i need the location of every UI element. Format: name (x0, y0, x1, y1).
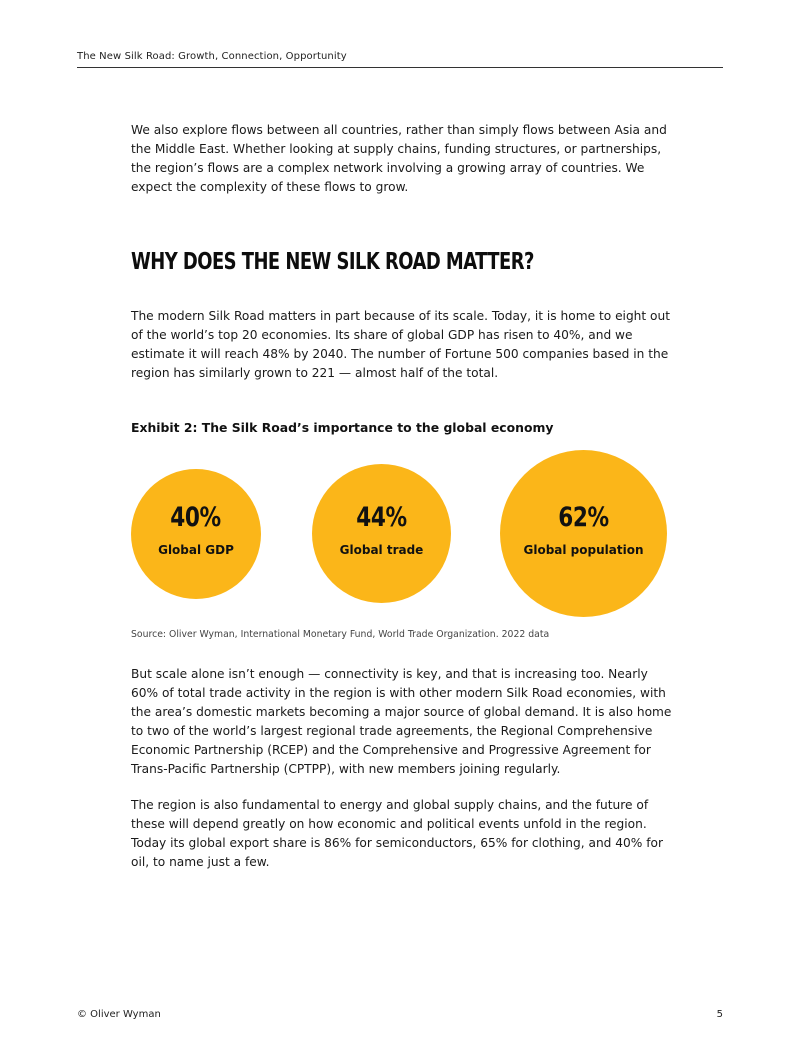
bubble-global-population (500, 450, 667, 617)
bubble-global-trade (312, 464, 451, 603)
bubble-label: Global trade (339, 543, 424, 557)
connectivity-paragraph: But scale alone isn’t enough — connectivity is key, and that is increasing too. Nearly 60% of total trade activity in the region is with other modern Silk Road economies, with the area’s domestic markets becoming a major source of global demand. It is also home to two of the world’s largest regional trade agreements, the Regional Comprehensive Economic Partnership (RCEP) and the Comprehensive and Progressive Agreement for Trans-Pacific Partnership (CPTPP), with new members joining regularly. (131, 667, 672, 776)
bubble-value: 62% (558, 502, 609, 533)
bubble-label: Global population (523, 543, 644, 557)
bubble-value: 44% (356, 502, 407, 533)
section-heading: WHY DOES THE NEW SILK ROAD MATTER? (131, 249, 534, 275)
bubble-global-gdp (131, 469, 261, 599)
bubble-label: Global GDP (158, 543, 234, 557)
intro-paragraph: We also explore flows between all countries, rather than simply flows between Asia and the Middle East. Whether looking at supply chains, funding structures, or partnerships, the region’s flows are a complex network involving a growing array of countries. We expect the complexity of these flows to grow. (131, 123, 667, 194)
energy-paragraph: The region is also fundamental to energy and global supply chains, and the future of these will depend greatly on how economic and political events unfold in the region. Today its global export share is 86% for semiconductors, 65% for clothing, and 40% for oil, to name just a few. (131, 798, 664, 869)
bubble-value: 40% (170, 502, 222, 533)
header-divider (77, 67, 723, 68)
running-header-title: The New Silk Road: Growth, Connection, Opportunity (77, 51, 347, 62)
scale-paragraph: The modern Silk Road matters in part because of its scale. Today, it is home to eight out of the world’s top 20 economies. Its share of global GDP has risen to 40%, and we estimate it will reach 48% by 2040. The number of Fortune 500 companies based in the region has similarly grown to 221 — almost half of the total. (131, 309, 671, 380)
footer-copyright: © Oliver Wyman (77, 1009, 161, 1020)
exhibit-source-note: Source: Oliver Wyman, International Monetary Fund, World Trade Organization. 2022 data (131, 629, 550, 640)
exhibit-title: Exhibit 2: The Silk Road’s importance to the global economy (131, 420, 554, 435)
page-number: 5 (716, 1009, 723, 1020)
